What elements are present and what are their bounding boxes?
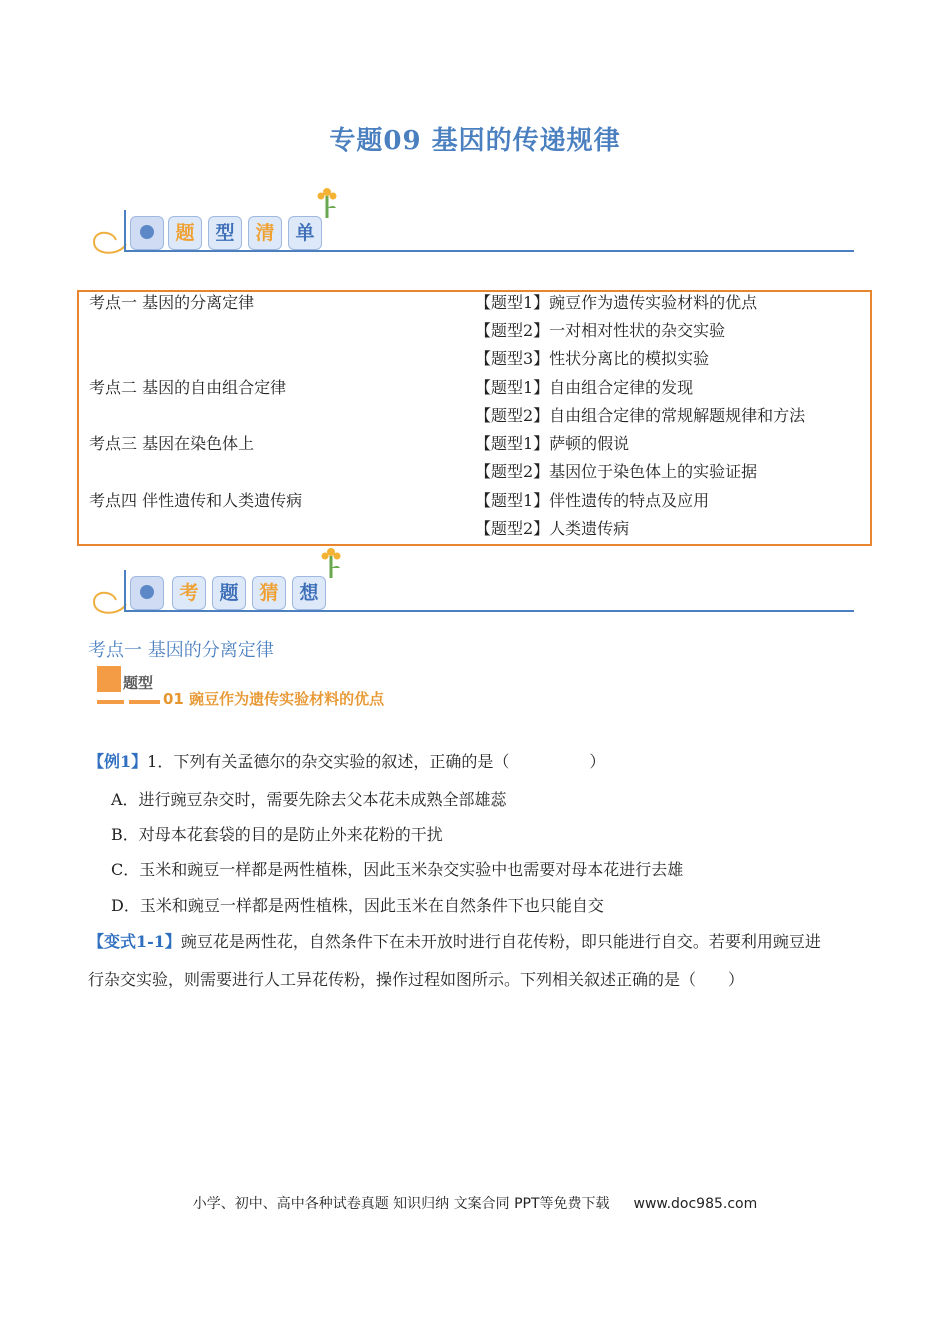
toc-item: 【题型1】自由组合定律的发现 [475, 378, 694, 397]
page-title: 专题09 基因的传递规律 [329, 126, 621, 156]
flower-decoration-icon [320, 546, 342, 580]
toc-item: 【题型3】性状分离比的模拟实验 [475, 349, 710, 368]
bullet-dot-icon [130, 216, 164, 250]
banner-char: 想 [292, 576, 326, 610]
toc-category: 考点三 基因在染色体上 [89, 434, 255, 453]
toc-item: 【题型1】萨顿的假说 [475, 434, 630, 453]
page-footer [0, 1193, 950, 1213]
toc-item: 【题型2】人类遗传病 [475, 519, 630, 538]
toc-item: 【题型2】基因位于染色体上的实验证据 [475, 462, 758, 481]
variant-tag: 【变式1-1】 [88, 932, 181, 951]
orange-square-icon [97, 666, 121, 692]
banner-underline [124, 610, 854, 612]
toc-category: 考点二 基因的自由组合定律 [89, 378, 287, 397]
option-b: B．对母本花套袋的目的是防止外来花粉的干扰 [111, 825, 443, 844]
flower-decoration-icon [316, 186, 338, 220]
bullet-dot-icon [130, 576, 164, 610]
variant-text: 豌豆花是两性花，自然条件下在未开放时进行自花传粉，即只能进行自交。若要利用豌豆进 [180, 932, 821, 951]
question-type-title: 01 豌豆作为遗传实验材料的优点 [163, 690, 385, 708]
footer-site: www.doc985.com [633, 1196, 758, 1212]
toc-item: 【题型2】自由组合定律的常规解题规律和方法 [475, 406, 806, 425]
topic-list-box [77, 290, 872, 546]
question-type-header [97, 666, 385, 708]
option-d: D．玉米和豌豆一样都是两性植株，因此玉米在自然条件下也只能自交 [111, 896, 604, 915]
toc-item: 【题型1】豌豆作为遗传实验材料的优点 [475, 293, 758, 312]
toc-category: 考点一 基因的分离定律 [89, 293, 255, 312]
toc-category: 考点四 伴性遗传和人类遗传病 [89, 491, 303, 510]
banner-char: 清 [248, 216, 282, 250]
underline-bar [129, 700, 160, 704]
variant-question-line1 [88, 929, 821, 952]
footer-text: 小学、初中、高中各种试卷真题 知识归纳 文案合同 PPT等免费下载 [192, 1196, 610, 1212]
toc-item: 【题型1】伴性遗传的特点及应用 [475, 491, 710, 510]
section-banner-predictions [90, 546, 860, 626]
banner-char: 题 [212, 576, 246, 610]
section-banner-question-types [90, 186, 860, 266]
section-heading: 考点一 基因的分离定律 [88, 640, 274, 661]
example-question [88, 749, 605, 772]
banner-char: 题 [168, 216, 202, 250]
banner-char: 型 [208, 216, 242, 250]
banner-char: 考 [172, 576, 206, 610]
option-c: C．玉米和豌豆一样都是两性植株，因此玉米杂交实验中也需要对母本花进行去雄 [111, 860, 684, 879]
banner-underline [124, 250, 854, 252]
underline-bar [97, 700, 124, 704]
toc-item: 【题型2】一对相对性状的杂交实验 [475, 321, 726, 340]
banner-char: 单 [288, 216, 322, 250]
example-tag: 【例1】 [88, 752, 148, 771]
question-type-label: 题型 [123, 674, 154, 692]
variant-question-line2: 行杂交实验，则需要进行人工异花传粉，操作过程如图所示。下列相关叙述正确的是（ ） [88, 970, 745, 989]
question-stem: 1．下列有关孟德尔的杂交实验的叙述，正确的是（ ） [147, 752, 606, 771]
banner-char: 猜 [252, 576, 286, 610]
option-a: A．进行豌豆杂交时，需要先除去父本花未成熟全部雄蕊 [111, 790, 507, 809]
